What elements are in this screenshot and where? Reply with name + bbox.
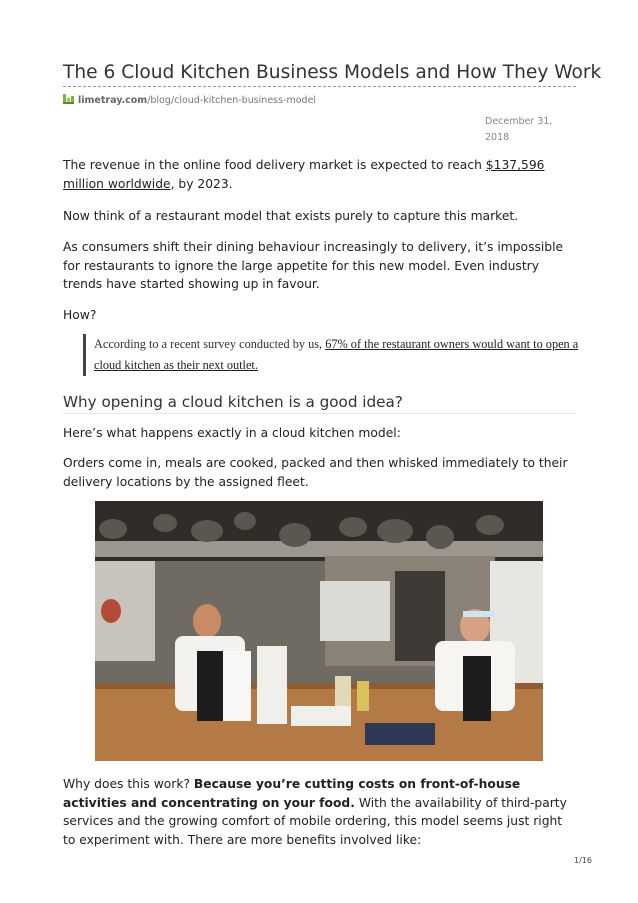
kitchen-photo: [95, 501, 543, 761]
p7-bold-text: Because you’re cutting costs on front-of-house activities and concentrating on your food.: [63, 777, 521, 810]
page-number: 1/16: [574, 856, 592, 865]
p7-text-before: Why does this work?: [63, 777, 194, 791]
limetray-logo-icon: [63, 93, 75, 105]
title-divider: [63, 86, 576, 87]
section-heading: Why opening a cloud kitchen is a good idea?: [63, 393, 403, 411]
p1-text-after: , by 2023.: [170, 176, 233, 191]
source-path: /blog/cloud-kitchen-business-model: [147, 95, 317, 106]
paragraph-revenue: [63, 156, 576, 193]
revenue-link[interactable]: $137,596 million worldwide: [63, 158, 545, 191]
paragraph-why-it-works: [63, 775, 576, 849]
paragraph-consumer-shift: As consumers shift their dining behaviour increasingly to delivery, it’s impossible for restaurants to ignore the large appetite for this new model. Even industry trends have started showing up in favour.: [63, 240, 564, 291]
article-title: The 6 Cloud Kitchen Business Models and How They Work: [63, 62, 602, 83]
paragraph-orders: Orders come in, meals are cooked, packed and then whisked immediately to their delivery locations by the assigned fleet.: [63, 456, 568, 489]
paragraph-what-happens: Here’s what happens exactly in a cloud kitchen model:: [63, 426, 401, 440]
kitchen-photo-image: [95, 501, 543, 761]
p7-text-after: With the availability of third-party services and the growing comfort of mobile ordering, this model seems just right to experiment with. There are more benefits involved like:: [63, 795, 567, 847]
publish-date: [485, 114, 565, 146]
source-link[interactable]: [78, 95, 316, 106]
source-line: [63, 93, 316, 106]
paragraph-restaurant-model: Now think of a restaurant model that exists purely to capture this market.: [63, 209, 519, 223]
blockquote-survey: [83, 334, 589, 376]
survey-link[interactable]: 67% of the restaurant owners would want to open a cloud kitchen as their next outlet.: [94, 337, 579, 372]
p1-text-before: The revenue in the online food delivery market is expected to reach: [63, 158, 486, 172]
quote-text-before: According to a recent survey conducted by us,: [94, 337, 326, 351]
date-line-2: 2018: [485, 132, 510, 143]
paragraph-how: How?: [63, 308, 97, 322]
source-domain: limetray.com: [78, 95, 148, 106]
date-line-1: December 31,: [485, 116, 553, 127]
heading-divider: [63, 413, 576, 414]
